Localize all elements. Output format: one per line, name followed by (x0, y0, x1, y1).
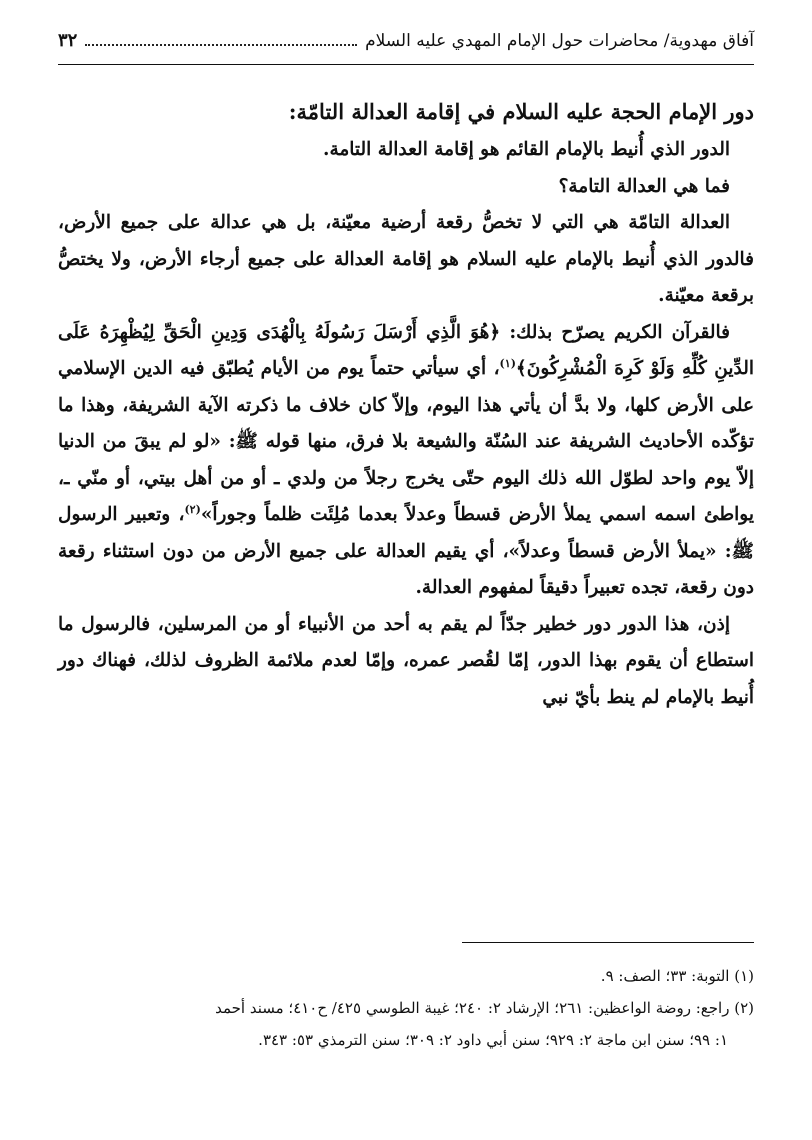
footnote-rule (462, 942, 754, 943)
footnote-1: (١) التوبة: ٣٣؛ الصف: ٩. (600, 967, 754, 985)
paragraph-5: إذن، هذا الدور دور خطير جدّاً لم يقم به أحد من الأنبياء أو من المرسلين، فالرسول ما استطاع أن يقوم بهذا الدور، إمّا لقُصر عمره، وإمّا لعدم ملائمة الظروف لذلك، فهناك دور أُنيط بالإمام لم ينط بأيّ نبي (58, 613, 754, 708)
paragraph-1: الدور الذي أُنيط بالإمام القائم هو إقامة العدالة التامة. (323, 139, 730, 160)
footnote-2-continued: ١: ٩٩؛ سنن ابن ماجة ٢: ٩٢٩؛ سنن أبي داود ٢: ٣٠٩؛ سنن الترمذي ٥٣: ٣٤٣. (258, 1031, 728, 1049)
running-header-title: آفاق مهدوية/ محاضرات حول الإمام المهدي عليه السلام (365, 31, 754, 51)
header-dot-leader (85, 32, 357, 46)
paragraph-4-part-c: ، وتعبير الرسول ﷺ: «يملأ الأرض قسطاً وعدلاً»، أي يقيم العدالة على جميع الأرض من دون استثناء رقعة دون رقعة، تجده تعبيراً دقيقاً لمفهوم العدالة. (58, 504, 754, 598)
paragraph-4-part-a: فالقرآن الكريم يصرّح بذلك: ﴿هُوَ الَّذِي أَرْسَلَ رَسُولَهُ بِالْهُدَى وَدِينِ الْحَقِّ لِيُظْهِرَهُ عَلَى الدِّينِ كُلِّهِ وَلَوْ كَرِهَ الْمُشْرِكُونَ﴾ (58, 321, 754, 379)
paragraph-2: فما هي العدالة التامة؟ (558, 175, 730, 197)
main-text (58, 92, 754, 716)
footnote-ref-1: (١) (499, 356, 516, 370)
paragraph-3: العدالة التامّة هي التي لا تخصُّ رقعة أرضية معيّنة، بل هي عدالة على جميع الأرض، فالدور الذي أُنيط بالإمام عليه السلام هو إقامة العدالة على جميع أرجاء الأرض، ولا يختصُّ برقعة معيّنة. (58, 212, 754, 306)
header-rule (58, 64, 754, 65)
running-header (58, 30, 754, 52)
paragraph-4 (58, 315, 754, 607)
footnote-ref-2: (٢) (184, 502, 201, 516)
page-number: ٣٢ (58, 30, 78, 51)
section-heading: دور الإمام الحجة عليه السلام في إقامة العدالة التامّة: (288, 99, 754, 124)
footnote-2: (٢) راجع: روضة الواعظين: ٢٦١؛ الإرشاد ٢: ٢٤٠؛ غيبة الطوسي ٤٢٥/ ح٤١٠؛ مسند أحمد (215, 999, 754, 1017)
paragraph-4-part-b: ، أي سيأتي حتماً يوم من الأيام يُطبّق فيه الدين الإسلامي على الأرض كلها، ولا بدَّ أن يأتي هذا اليوم، وإلاّ كان خلاف ما ذكرته الآية الشريفة، وهذا ما تؤكّده الأحاديث الشريفة عند السُنّة والشيعة بلا فرق، منها قوله ﷺ: «لو لم يبقَ من الدنيا إلاّ يوم واحد لطوّل الله ذلك اليوم حتّى يخرج رجلاً من ولدي ـ أو من أهل بيتي، أو منّي ـ، يواطئ اسمه اسمي يملأ الأرض قسطاً وعدلاً بعدما مُلِئَت ظلماً وجوراً» (58, 358, 755, 525)
footnotes (58, 962, 754, 1058)
